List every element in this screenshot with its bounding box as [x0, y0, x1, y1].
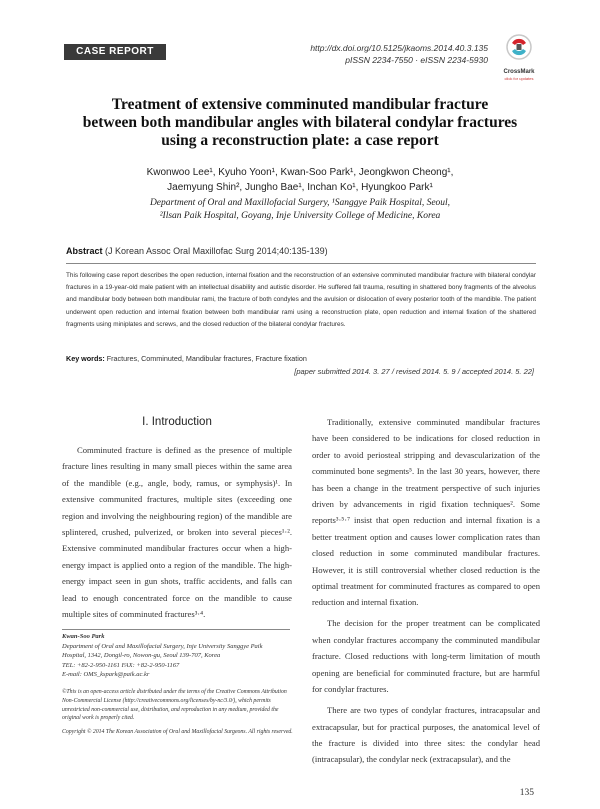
keywords: [66, 354, 307, 363]
keywords-text: Fractures, Comminuted, Mandibular fractures, Fracture fixation: [106, 354, 307, 363]
corresponding-author: Kwan-Soo Park: [62, 633, 105, 640]
abstract-divider: [66, 263, 536, 264]
body-column-right: [312, 414, 540, 772]
affiliation-line-2: ²Ilsan Paik Hospital, Goyang, Inje University College of Medicine, Korea: [159, 210, 441, 221]
correspondence-phone: TEL: +82-2-950-1161 FAX: +82-2-950-1167: [62, 661, 180, 669]
keywords-label: Key words:: [66, 354, 105, 363]
abstract-heading: [66, 246, 328, 256]
paragraph: There are two types of condylar fractures, intracapsular and extracapsular, but for practical purposes, the anatomical level of the fracture is divided into three sites: the condylar head (intracapsular), the condylar neck (extracapsular), and the: [312, 705, 540, 765]
article-type-badge: CASE REPORT: [64, 44, 166, 60]
correspondence-email[interactable]: E-mail: OMS_kspark@paik.ac.kr: [62, 671, 150, 679]
affiliations: [60, 197, 540, 222]
abstract-citation: (J Korean Assoc Oral Maxillofac Surg 2014;40:135-139): [105, 246, 328, 256]
body-column-left: [62, 442, 292, 627]
doi-link[interactable]: http://dx.doi.org/10.5125/jkaoms.2014.40.3.135: [310, 43, 488, 53]
title-line-2: between both mandibular angles with bilateral condylar fractures: [82, 114, 518, 131]
correspondence-line: Department of Oral and Maxillofacial Surgery, Inje University Sanggye Paik: [62, 642, 263, 650]
copyright-note: Copyright © 2014 The Korean Association of Oral and Maxillofacial Surgeons. All rights reserved.: [62, 729, 293, 735]
title-line-1: Treatment of extensive comminuted mandibular fracture: [111, 96, 489, 113]
paragraph: Traditionally, extensive comminuted mandibular fractures have been considered to be indications for closed reduction in order to avoid periosteal stripping and devascularization of the comminuted bone segments⁵. In the last 30 years, however, there has been a change in the treatment perspective of such injuries driven by advancements in rigid fixation techniques². Some reports³·⁵·⁷ insist that open reduction and internal fixation is a better treatment option and causes lower complication rates than closed reduction in some comminuted mandibular fractures. However, it is still controversial whether closed reduction is the optimal treatment for comminuted fractures as compared to open reduction and internal fixation.: [312, 417, 540, 608]
crossmark-sublabel: click for updates: [504, 76, 534, 81]
crossmark-icon: [506, 34, 532, 64]
license-note: ©This is an open-access article distributed under the terms of the Creative Commons Attribution Non-Commercial License (http://creativecommons.org/licenses/by-nc/3.0/), which permits unrestricted non-commercial use, distribution, and reproduction in any medium, provided the original work is properly cited.: [62, 689, 287, 722]
paragraph: Comminuted fracture is defined as the presence of multiple fracture lines resulting in many small pieces within the same area of the mandible (e.g., angle, body, ramus, or symphysis)¹. In extensive communited fractures, multiple sites (exceeding one region and involving the neighbouring region) of the mandible are splintered, crushed, pulverized, or broken into several pieces¹·². Extensive comminuted mandibular fractures occur when a high-energy impact is applied onto a region of the mandible. The high-energy impact seen in gun shots, traffic accidents, and falls can lead to enough concentrated force on the mandible to cause multiple sites of comminuted fractures³·⁴.: [62, 445, 292, 620]
article-title: [60, 96, 540, 150]
submission-dates: [paper submitted 2014. 3. 27 / revised 2014. 5. 9 / accepted 2014. 5. 22]: [294, 367, 534, 376]
abstract-label: Abstract: [66, 246, 103, 256]
authors-line-2: Jaemyung Shin², Jungho Bae¹, Inchan Ko¹, Hyungkoo Park¹: [167, 182, 433, 193]
authors-line-1: Kwonwoo Lee¹, Kyuho Yoon¹, Kwan-Soo Park¹, Jeongkwon Cheong¹,: [146, 167, 454, 178]
crossmark-logo[interactable]: [500, 34, 538, 81]
section-heading: I. Introduction: [142, 416, 212, 428]
title-line-3: using a reconstruction plate: a case report: [161, 132, 439, 149]
abstract-text: This following case report describes the open reduction, internal fixation and the reconstruction of an extensive comminuted mandibular fracture with bilateral condylar fractures in a 19-year-old male patient with an intellectual disability and autistic disorder. He suffered fall trauma, resulting in shattered bony fragments of the alveolus and mandibular body between both mandibular rami, the fracture of both condyles and the avulsion or dislocation of every posterior tooth of the mandible. The patient underwent open reduction and internal fixation between both mandibular rami using a reconstruction plate, open reduction and internal fixation of the shattered fragments using miniplates and screws, and the closed reduction of the bilateral condylar fractures.: [66, 272, 536, 328]
crossmark-label: CrossMark: [503, 69, 535, 75]
footnote-divider: [62, 629, 290, 630]
issn-line: pISSN 2234-7550 · eISSN 2234-5930: [345, 55, 488, 65]
page-number: 135: [519, 788, 534, 798]
affiliation-line-1: Department of Oral and Maxillofacial Surgery, ¹Sanggye Paik Hospital, Seoul,: [149, 198, 451, 208]
correspondence-line: Hospital, 1342, Dongil-ro, Nowon-gu, Seoul 139-707, Korea: [62, 652, 221, 660]
doi-block: [310, 42, 488, 66]
paragraph: The decision for the proper treatment can be complicated when condylar fractures accompany the comminuted mandibular fracture. Closed reductions with long-term limitation of mouth opening are beneficial for comminuted fracture, but are harmful for condylar fractures.: [312, 618, 540, 695]
author-list: [60, 165, 540, 195]
correspondence-block: [62, 632, 294, 680]
